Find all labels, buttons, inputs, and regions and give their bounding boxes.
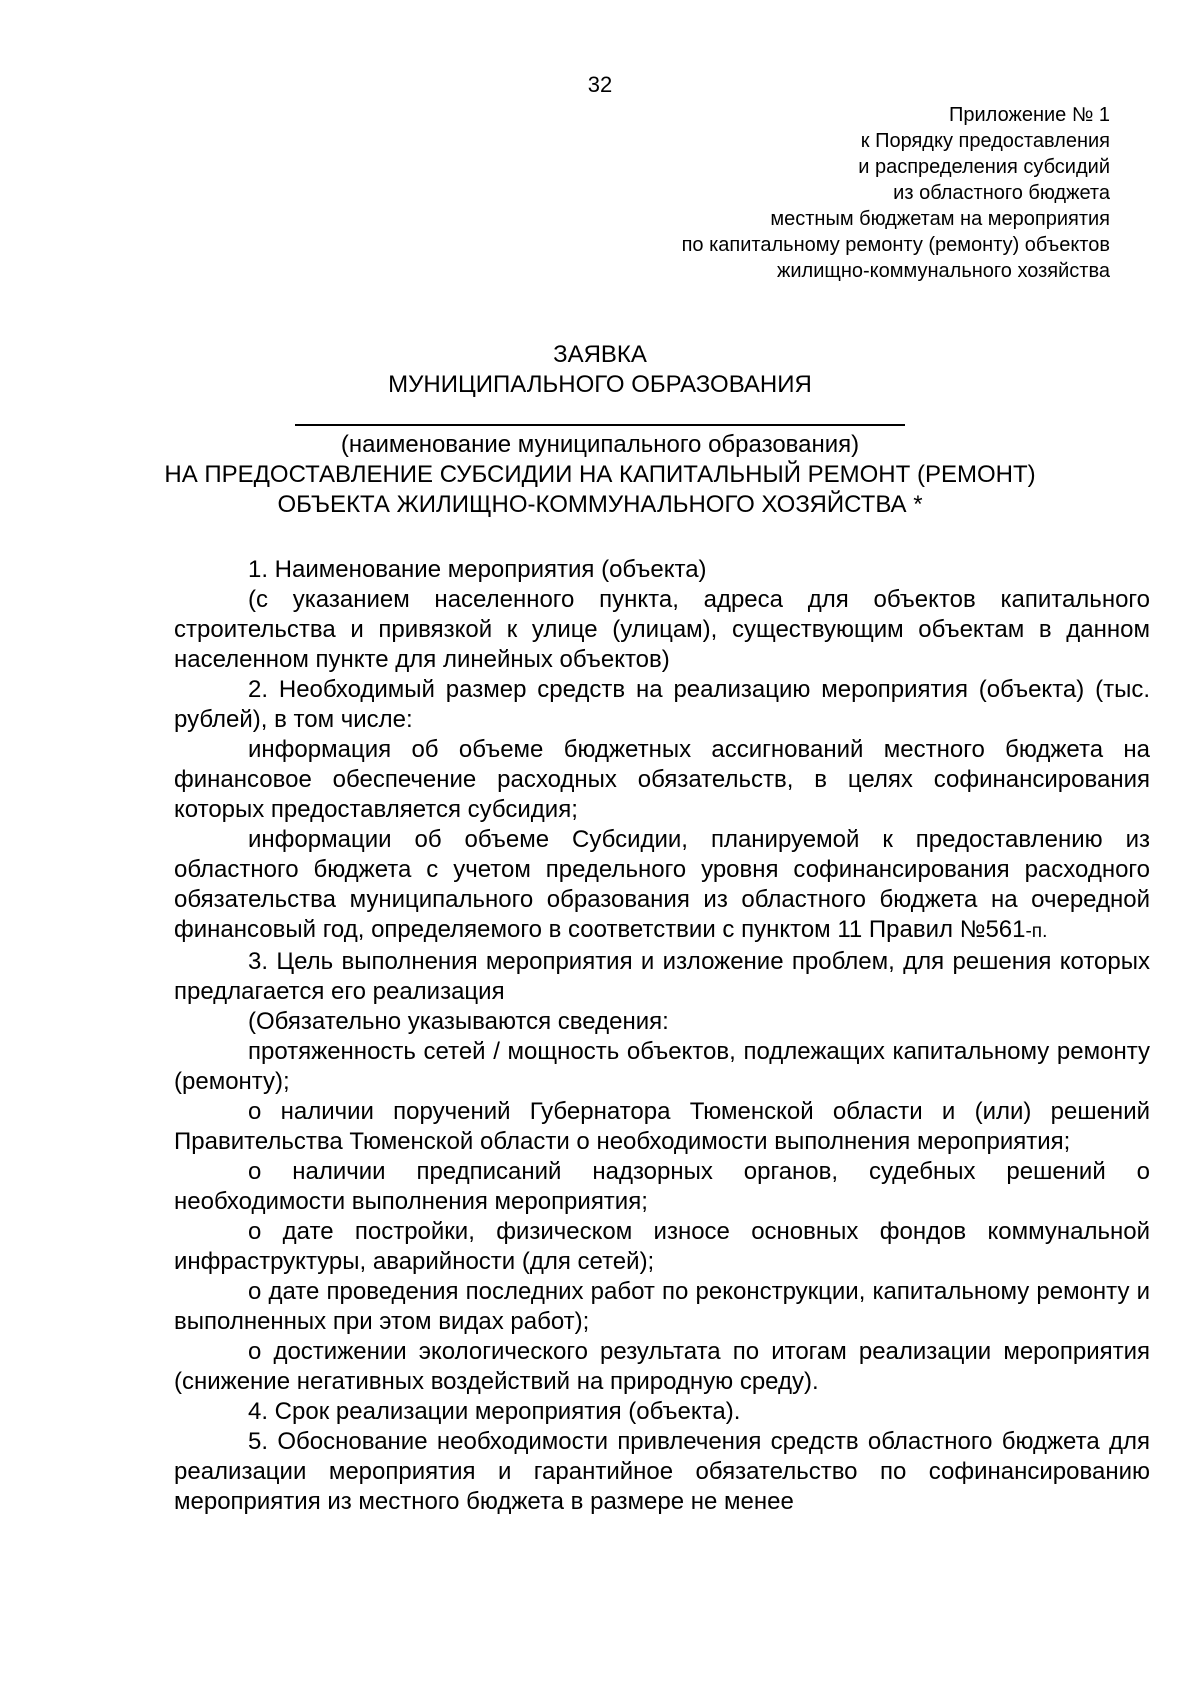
paragraph-10: о наличии предписаний надзорных органов, судебных решений о необходимости выполнения мероприятия; [174,1158,1150,1215]
paragraph-13: о достижении экологического результата по итогам реализации мероприятия (снижение негативных воздействий на природную среду). [174,1338,1150,1395]
paragraph-9: о наличии поручений Губернатора Тюменской области и (или) решений Правительства Тюменской области о необходимости выполнения мероприятия; [174,1098,1150,1155]
appendix-line: и распределения субсидий [858,156,1110,178]
appendix-line: Приложение № 1 [949,104,1110,126]
paragraph-5-text: информации об объеме Субсидии, планируемой к предоставлению из областного бюджета с учетом предельного уровня софинансирования расходного обязательства муниципального образования из областного бюджета на очередной финансовый год, определяемого в соответствии с пунктом 11 Правил №561 [174,826,1150,943]
blank-caption: (наименование муниципального образования) [340,431,860,458]
appendix-line: по капитальному ремонту (ремонту) объектов [681,234,1110,256]
page-number: 32 [587,72,613,97]
document-body [174,555,1150,1517]
paragraph-6: 3. Цель выполнения мероприятия и изложение проблем, для решения которых предлагается его реализация [174,948,1150,1005]
paragraph-11: о дате постройки, физическом износе основных фондов коммунальной инфраструктуры, аварийности (для сетей); [174,1218,1150,1275]
title-line-3: НА ПРЕДОСТАВЛЕНИЕ СУБСИДИИ НА КАПИТАЛЬНЫЙ РЕМОНТ (РЕМОНТ) [164,461,1036,488]
title-line-1: ЗАЯВКА [553,341,647,368]
paragraph-5-suffix: -п. [1025,921,1048,942]
appendix-header [550,102,1110,284]
document-title [0,340,1200,520]
paragraph-7: (Обязательно указываются сведения: [248,1008,669,1035]
appendix-line: из областного бюджета [893,182,1110,204]
paragraph-5 [174,825,1150,947]
appendix-line: жилищно-коммунального хозяйства [777,260,1110,282]
paragraph-1: 1. Наименование мероприятия (объекта) [248,556,707,583]
municipality-name-blank [295,406,905,426]
paragraph-2: (с указанием населенного пункта, адреса для объектов капитального строительства и привязкой к улице (улицам), существующим объектам в данном населенном пункте для линейных объектов) [174,586,1150,673]
paragraph-15: 5. Обоснование необходимости привлечения средств областного бюджета для реализации мероприятия и гарантийное обязательство по софинансированию мероприятия из местного бюджета в размере не менее [174,1428,1150,1515]
appendix-line: местным бюджетам на мероприятия [770,208,1110,230]
appendix-line: к Порядку предоставления [860,130,1110,152]
paragraph-12: о дате проведения последних работ по реконструкции, капитальному ремонту и выполненных при этом видах работ); [174,1278,1150,1335]
title-line-4: ОБЪЕКТА ЖИЛИЩНО-КОММУНАЛЬНОГО ХОЗЯЙСТВА * [277,491,923,518]
paragraph-4: информация об объеме бюджетных ассигнований местного бюджета на финансовое обеспечение расходных обязательств, в целях софинансирования которых предоставляется субсидия; [174,736,1150,823]
paragraph-14: 4. Срок реализации мероприятия (объекта). [248,1398,741,1425]
title-line-2: МУНИЦИПАЛЬНОГО ОБРАЗОВАНИЯ [388,371,812,398]
paragraph-8: протяженность сетей / мощность объектов, подлежащих капитальному ремонту (ремонту); [174,1038,1150,1095]
paragraph-3: 2. Необходимый размер средств на реализацию мероприятия (объекта) (тыс. рублей), в том числе: [174,676,1150,733]
